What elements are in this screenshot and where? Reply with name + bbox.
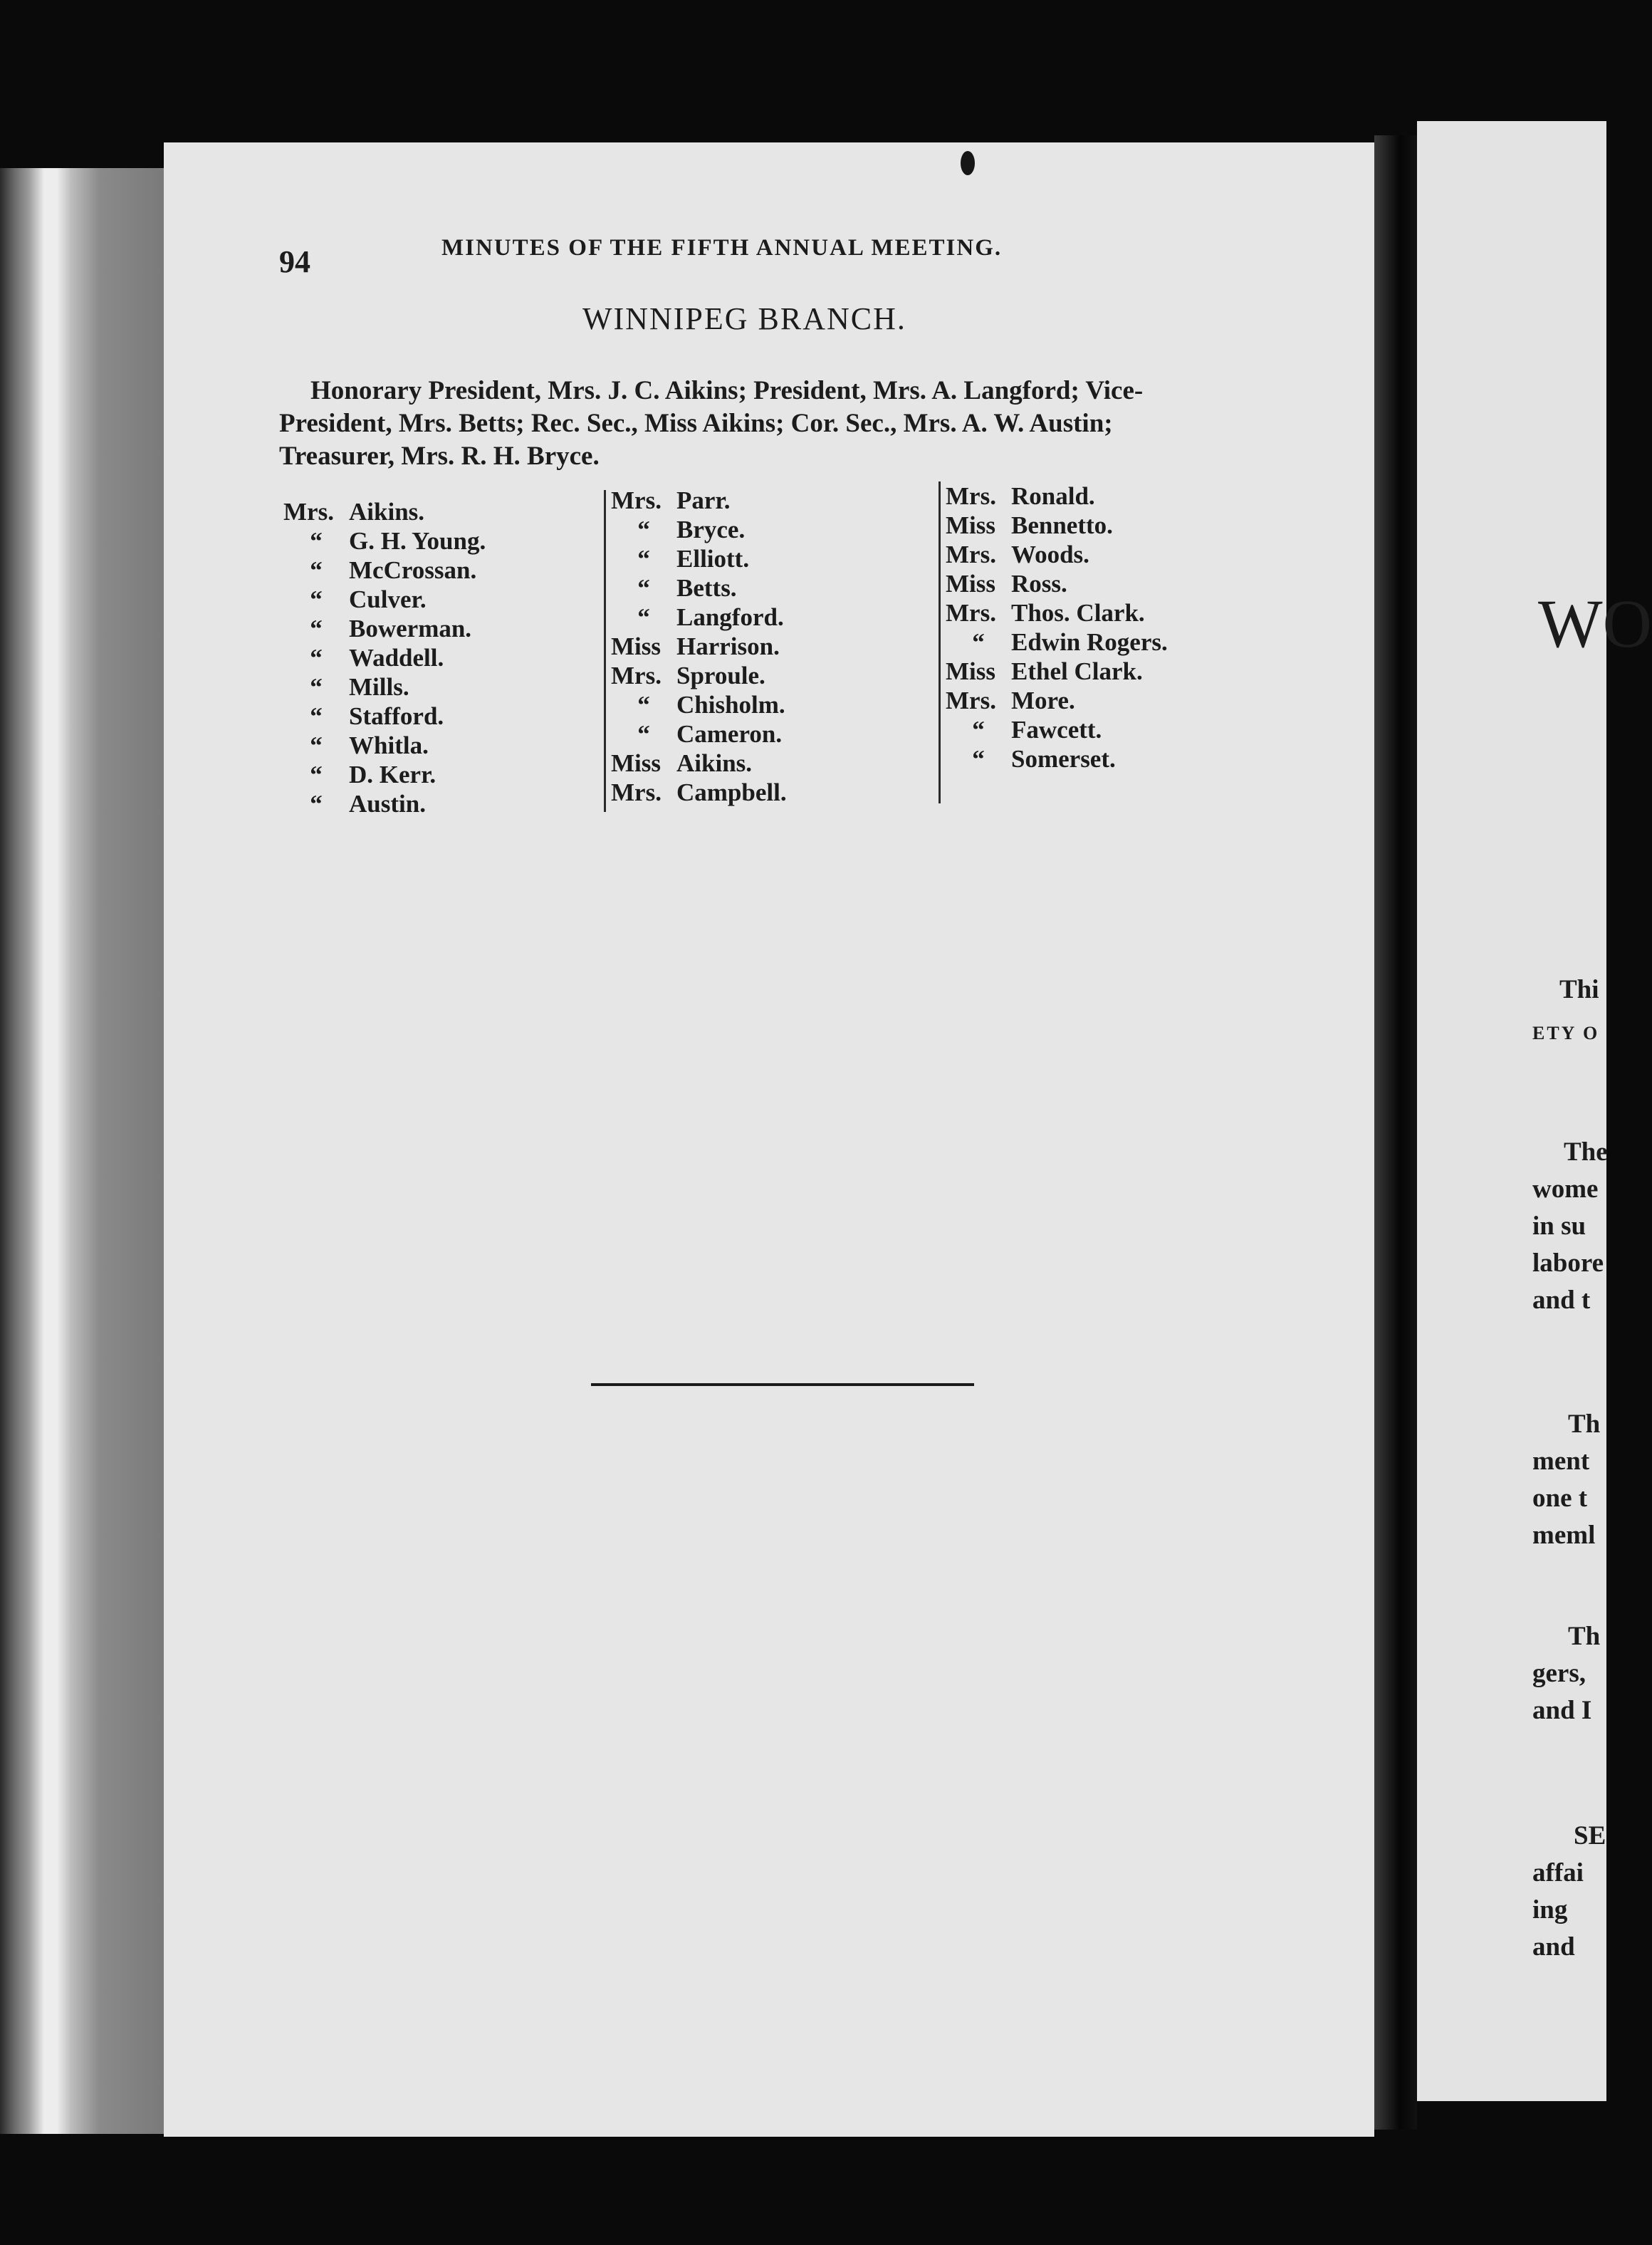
member-name: Langford. [676,603,784,631]
right-page-line: The [1564,1137,1608,1167]
member-title: Mrs. [946,599,996,627]
member-name: Woods. [1011,541,1089,568]
right-page-line: one t [1532,1484,1588,1513]
right-page-line: labore [1532,1249,1604,1278]
ditto-mark: “ [972,716,985,744]
member-name: Aikins. [349,498,425,526]
ditto-mark: “ [637,574,650,602]
member-title: Mrs. [611,486,662,514]
member-name: Somerset. [1011,745,1116,773]
member-title: Miss [611,632,661,660]
ditto-mark: “ [637,691,650,719]
member-name: G. H. Young. [349,527,486,555]
member-name: Austin. [349,790,426,818]
ditto-mark: “ [637,603,650,631]
member-entry [946,686,1168,715]
right-page-line: Th [1568,1622,1601,1651]
officers-line: Treasurer, Mrs. R. H. Bryce. [279,442,600,471]
member-column-2 [611,486,787,807]
member-entry [946,598,1168,627]
ditto-mark: “ [310,790,323,818]
right-page-line: meml [1532,1521,1596,1550]
member-name: Aikins. [676,749,753,777]
ditto-mark: “ [637,545,650,573]
member-entry [946,569,1168,598]
member-entry [611,544,787,573]
right-page-line: Thi [1559,975,1599,1004]
member-entry [611,749,787,778]
member-title: Miss [946,657,995,685]
ditto-mark: “ [310,615,323,642]
member-entry [283,672,486,702]
right-page-line: ment [1532,1447,1590,1476]
member-entry [283,702,486,731]
member-entry [946,715,1168,744]
section-rule [591,1383,974,1386]
member-entry [283,789,486,818]
officers-line: President, Mrs. Betts; Rec. Sec., Miss Aikins; Cor. Sec., Mrs. A. W. Austin; [279,409,1113,438]
member-title: Mrs. [946,687,996,714]
right-page [1417,121,1606,2101]
member-entry [611,573,787,603]
book-gutter [1374,135,1417,2130]
ditto-mark: “ [310,673,323,701]
member-title: Mrs. [946,482,996,510]
right-page-line: and [1532,1932,1575,1962]
member-entry [946,511,1168,540]
member-entry [611,661,787,690]
right-page-line: wome [1532,1174,1599,1204]
right-page-line: gers, [1532,1659,1586,1688]
member-name: McCrossan. [349,556,477,584]
member-entry [611,486,787,515]
member-name: Culver. [349,585,427,613]
member-title: Mrs. [946,541,996,568]
member-entry [283,643,486,672]
column-divider [939,481,941,803]
member-name: Harrison. [676,632,780,660]
member-name: Cameron. [676,720,783,748]
member-entry [611,690,787,719]
member-entry [283,760,486,789]
ditto-mark: “ [637,720,650,748]
member-name: Sproule. [676,662,765,689]
ditto-mark: “ [310,556,323,584]
member-entry [611,719,787,749]
member-entry [611,603,787,632]
member-entry [946,657,1168,686]
ditto-mark: “ [972,745,985,773]
member-name: Ronald. [1011,482,1095,510]
member-name: Betts. [676,574,737,602]
right-page-line: and t [1532,1286,1591,1315]
member-entry [283,731,486,760]
ditto-mark: “ [310,585,323,613]
member-title: Mrs. [283,498,334,526]
member-entry [283,497,486,526]
member-name: Elliott. [676,545,750,573]
right-page-line: and I [1532,1696,1592,1725]
member-entry [946,540,1168,569]
member-name: Bennetto. [1011,511,1113,539]
ditto-mark: “ [637,516,650,543]
member-name: D. Kerr. [349,761,436,788]
member-entry [283,614,486,643]
right-page-line: Th [1568,1410,1601,1439]
member-name: More. [1011,687,1075,714]
right-page-line: ing [1532,1895,1568,1924]
member-entry [946,627,1168,657]
member-entry [611,632,787,661]
member-name: Edwin Rogers. [1011,628,1168,656]
member-column-3 [946,481,1168,773]
column-divider [604,490,606,812]
page-number: 94 [279,244,310,279]
right-page-line: SE [1574,1821,1606,1850]
member-name: Bryce. [676,516,746,543]
officers-paragraph [279,375,1276,473]
member-title: Miss [946,511,995,539]
ink-blot [961,151,975,175]
right-page-heading: WO [1538,585,1652,662]
member-name: Ross. [1011,570,1067,598]
member-name: Whitla. [349,731,429,759]
member-name: Campbell. [676,778,787,806]
ditto-mark: “ [310,527,323,555]
member-name: Waddell. [349,644,444,672]
right-page-line: affai [1532,1858,1584,1887]
member-entry [283,556,486,585]
member-entry [946,481,1168,511]
member-title: Mrs. [611,778,662,806]
member-title: Miss [611,749,661,777]
ditto-mark: “ [972,628,985,656]
member-name: Chisholm. [676,691,785,719]
member-name: Bowerman. [349,615,472,642]
member-entry [611,778,787,807]
member-entry [611,515,787,544]
member-column-1 [283,497,486,818]
member-name: Ethel Clark. [1011,657,1143,685]
member-entry [283,526,486,556]
ditto-mark: “ [310,761,323,788]
ditto-mark: “ [310,731,323,759]
ditto-mark: “ [310,644,323,672]
member-name: Thos. Clark. [1011,599,1145,627]
member-name: Stafford. [349,702,444,730]
officers-line: Honorary President, Mrs. J. C. Aikins; President, Mrs. A. Langford; Vice- [310,376,1144,405]
running-head: MINUTES OF THE FIFTH ANNUAL MEETING. [441,235,1003,261]
right-page-line: ETY O [1532,1023,1600,1043]
right-page-line: in su [1532,1212,1586,1241]
member-title: Miss [946,570,995,598]
book-page-edges [0,168,164,2134]
member-entry [946,744,1168,773]
member-entry [283,585,486,614]
member-name: Fawcett. [1011,716,1102,744]
member-name: Mills. [349,673,409,701]
branch-title: WINNIPEG BRANCH. [582,301,906,336]
member-title: Mrs. [611,662,662,689]
member-name: Parr. [676,486,731,514]
ditto-mark: “ [310,702,323,730]
